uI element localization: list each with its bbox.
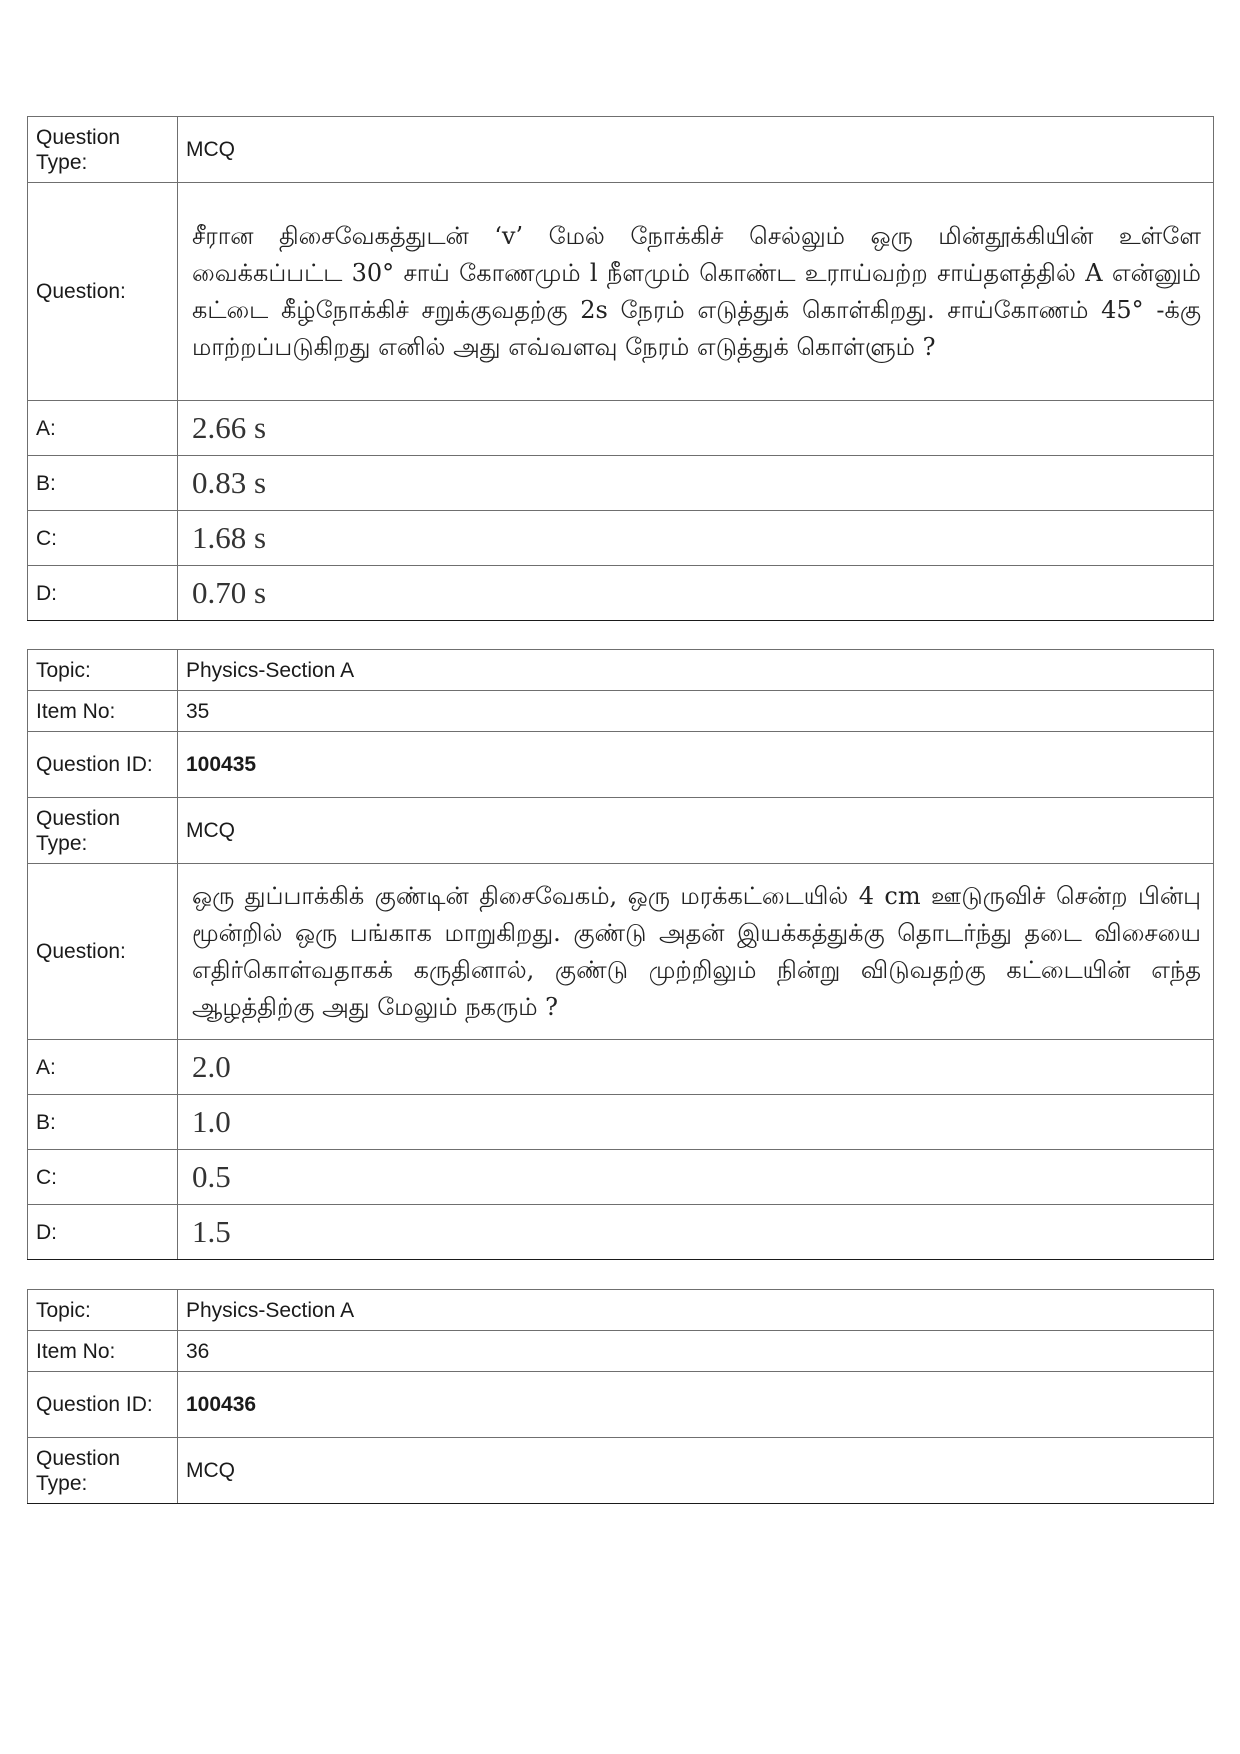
option-row [28,566,1214,621]
option-row [28,1150,1214,1205]
option-a-label: A: [28,1040,178,1095]
question-id-value: 100435 [178,732,1214,798]
option-c-label: C: [28,1150,178,1205]
question-id-row [28,732,1214,798]
option-c-label: C: [28,511,178,566]
question-type-value: MCQ [178,798,1214,864]
option-row [28,456,1214,511]
question-id-label: Question ID: [28,732,178,798]
option-d-label: D: [28,566,178,621]
item-no-label: Item No: [28,691,178,732]
question-id-row [28,1372,1214,1438]
question-row [28,183,1214,401]
question-type-label: Question Type: [28,117,178,183]
topic-value: Physics-Section A [178,650,1214,691]
question-id-label: Question ID: [28,1372,178,1438]
option-a-value: 2.0 [178,1040,1214,1095]
topic-value: Physics-Section A [178,1290,1214,1331]
topic-label: Topic: [28,1290,178,1331]
item-no-label: Item No: [28,1331,178,1372]
question-text: ஒரு துப்பாக்கிக் குண்டின் திசைவேகம், ஒரு மரக்கட்டையில் 4 cm ஊடுருவிச் சென்ற பின்பு மூன்றில் ஒரு பங்காக மாறுகிறது. குண்டு அதன் இயக்கத்துக்கு தொடர்ந்து தடை விசையை எதிர்கொள்வதாகக் கருதினால், குண்டு முற்றிலும் நின்று விடுவதற்கு கட்டையின் எந்த ஆழத்திற்கு அது மேலும் நகரும் ? [178,864,1214,1040]
item-no-value: 36 [178,1331,1214,1372]
option-a-label: A: [28,401,178,456]
item-no-value: 35 [178,691,1214,732]
question-table-3 [27,1289,1214,1504]
topic-row [28,1290,1214,1331]
option-a-value: 2.66 s [178,401,1214,456]
option-row [28,511,1214,566]
option-d-value: 1.5 [178,1205,1214,1260]
item-no-row [28,1331,1214,1372]
option-d-label: D: [28,1205,178,1260]
option-row [28,1095,1214,1150]
item-no-row [28,691,1214,732]
topic-row [28,650,1214,691]
option-b-label: B: [28,456,178,511]
option-b-label: B: [28,1095,178,1150]
option-b-value: 0.83 s [178,456,1214,511]
question-type-row [28,117,1214,183]
question-row [28,864,1214,1040]
question-type-row [28,798,1214,864]
question-type-label: Question Type: [28,1438,178,1504]
option-row [28,1205,1214,1260]
topic-label: Topic: [28,650,178,691]
question-table-2 [27,649,1214,1260]
question-type-label: Question Type: [28,798,178,864]
option-b-value: 1.0 [178,1095,1214,1150]
option-row [28,1040,1214,1095]
question-label: Question: [28,864,178,1040]
question-type-value: MCQ [178,1438,1214,1504]
question-id-value: 100436 [178,1372,1214,1438]
option-c-value: 0.5 [178,1150,1214,1205]
question-type-value: MCQ [178,117,1214,183]
option-row [28,401,1214,456]
option-d-value: 0.70 s [178,566,1214,621]
question-label: Question: [28,183,178,401]
question-text: சீரான திசைவேகத்துடன் ‘v’ மேல் நோக்கிச் செல்லும் ஒரு மின்தூக்கியின் உள்ளே வைக்கப்பட்ட 30° சாய் கோணமும் l நீளமும் கொண்ட உராய்வற்ற சாய்தளத்தில் A என்னும் கட்டை கீழ்நோக்கிச் சறுக்குவதற்கு 2s நேரம் எடுத்துக் கொள்கிறது. சாய்கோணம் 45° -க்கு மாற்றப்படுகிறது எனில் அது எவ்வளவு நேரம் எடுத்துக் கொள்ளும் ? [178,183,1214,401]
option-c-value: 1.68 s [178,511,1214,566]
question-table-1 [27,116,1214,621]
question-type-row [28,1438,1214,1504]
